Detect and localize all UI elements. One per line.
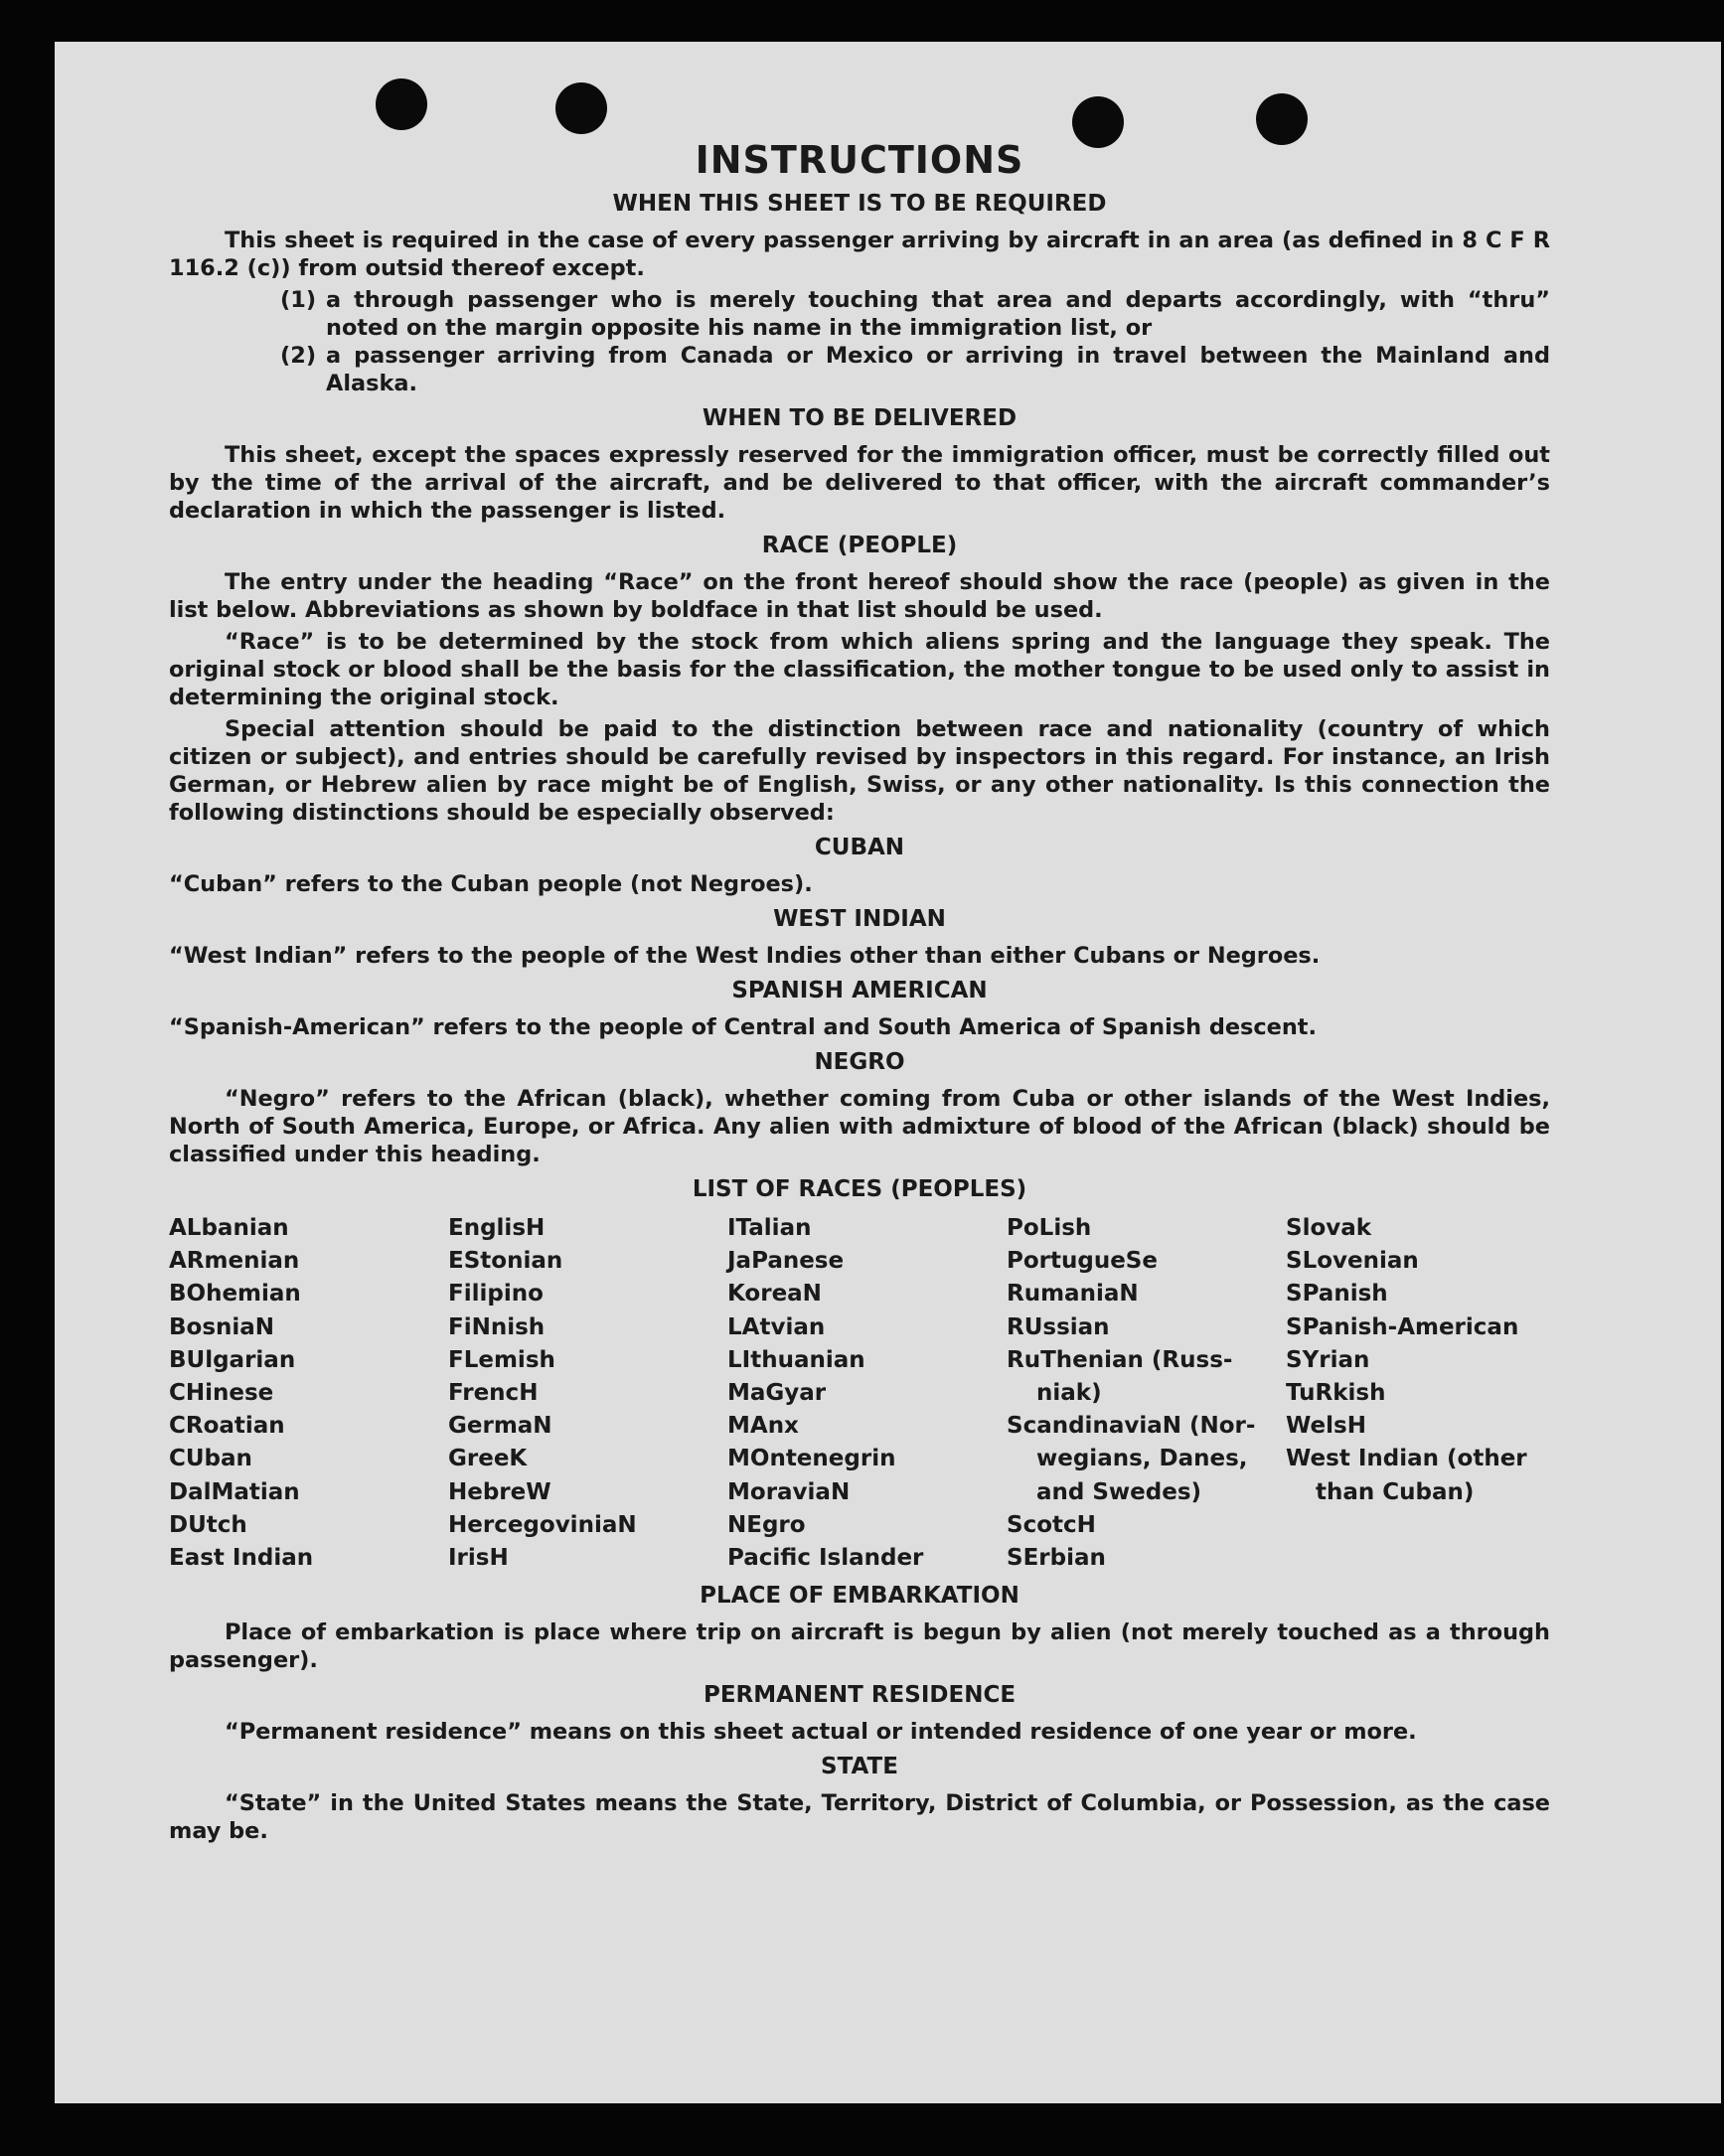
races-column-3 bbox=[727, 1212, 1007, 1575]
races-column-5 bbox=[1286, 1212, 1565, 1575]
race-entry: LAtvian bbox=[727, 1313, 826, 1340]
race-entry: LIthuanian bbox=[727, 1346, 865, 1373]
heading-west-indian: WEST INDIAN bbox=[773, 906, 946, 932]
race-entry: MaGyar bbox=[727, 1380, 827, 1407]
race-entry: TuRkish bbox=[1286, 1380, 1386, 1407]
race-entry-continued: niak) bbox=[1036, 1380, 1102, 1407]
punch-hole bbox=[376, 78, 427, 130]
race-entry: ARmenian bbox=[169, 1248, 300, 1275]
race-entry: BOhemian bbox=[169, 1281, 301, 1308]
heading-race: RACE (PEOPLE) bbox=[761, 533, 958, 558]
race-entry: GreeK bbox=[448, 1446, 528, 1472]
race-entry: BosniaN bbox=[169, 1313, 275, 1340]
heading-cuban: CUBAN bbox=[814, 835, 905, 860]
races-column-1 bbox=[169, 1212, 448, 1575]
page-title: INSTRUCTIONS bbox=[695, 138, 1024, 182]
race-entry: Pacific Islander bbox=[727, 1545, 924, 1572]
list-item bbox=[169, 342, 1550, 397]
race-entry: West Indian (other bbox=[1286, 1446, 1527, 1472]
race-entry: PortugueSe bbox=[1007, 1248, 1158, 1275]
item-text: a passenger arriving from Canada or Mexico or arriving in travel between the Mainland and Alaska. bbox=[326, 343, 1550, 396]
required-intro: This sheet is required in the case of every passenger arriving by aircraft in an area (as defined in 8 C F R 116.2 (c)) from outsid thereof except. bbox=[169, 228, 1550, 281]
race-entry: DUtch bbox=[169, 1511, 247, 1538]
race-entry: SPanish bbox=[1286, 1281, 1388, 1308]
race-entry: EStonian bbox=[448, 1248, 563, 1275]
item-number: (1) bbox=[280, 287, 317, 313]
race-entry: RUssian bbox=[1007, 1313, 1110, 1340]
item-number: (2) bbox=[280, 343, 317, 369]
race-entry: HercegoviniaN bbox=[448, 1511, 637, 1538]
race-paragraph-2: “Race” is to be determined by the stock from which aliens spring and the language they speak. The original stock or blood shall be the basis for the classification, the mother tongue to be used only to assist in determining the original stock. bbox=[169, 629, 1550, 710]
instructions-text bbox=[169, 137, 1550, 1849]
race-entry-continued: than Cuban) bbox=[1316, 1478, 1475, 1505]
race-entry: FiNnish bbox=[448, 1313, 546, 1340]
cuban-text: “Cuban” refers to the Cuban people (not Negroes). bbox=[169, 871, 813, 897]
race-entry: ScandinaviaN (Nor- bbox=[1007, 1413, 1256, 1440]
race-entry: East Indian bbox=[169, 1545, 314, 1572]
race-entry: CRoatian bbox=[169, 1413, 285, 1440]
heading-required: WHEN THIS SHEET IS TO BE REQUIRED bbox=[612, 191, 1107, 217]
race-entry: RuThenian (Russ- bbox=[1007, 1346, 1233, 1373]
item-text: a through passenger who is merely touching that area and departs accordingly, with “thru” noted on the margin opposite his name in the immigration list, or bbox=[326, 287, 1550, 341]
race-entry: JaPanese bbox=[727, 1248, 845, 1275]
west-indian-text: “West Indian” refers to the people of the West Indies other than either Cubans or Negroes. bbox=[169, 943, 1321, 969]
race-entry: DalMatian bbox=[169, 1478, 300, 1505]
race-entry-continued: and Swedes) bbox=[1036, 1478, 1202, 1505]
race-entry: ALbanian bbox=[169, 1215, 289, 1241]
race-entry: MOntenegrin bbox=[727, 1446, 896, 1472]
heading-delivered: WHEN TO BE DELIVERED bbox=[702, 405, 1018, 431]
race-paragraph-3: Special attention should be paid to the distinction between race and nationality (country of which citizen or subject), and entries should be carefully revised by inspectors in this regard. For instance, an Irish German, or Hebrew alien by race might be of English, Swiss, or any other nationality. Is this connection the following distinctions should be especially observed: bbox=[169, 716, 1550, 826]
state-text: “State” in the United States means the State, Territory, District of Columbia, or Possession, as the case may be. bbox=[169, 1790, 1550, 1845]
spanish-american-text: “Spanish-American” refers to the people of Central and South America of Spanish descent. bbox=[169, 1014, 1317, 1040]
race-entry-continued: wegians, Danes, bbox=[1036, 1446, 1248, 1472]
heading-embarkation: PLACE OF EMBARKATION bbox=[700, 1583, 1019, 1610]
negro-text: “Negro” refers to the African (black), whether coming from Cuba or other islands of the West Indies, North of South America, Europe, or Africa. Any alien with admixture of blood of the African (black) should be classified under this heading. bbox=[169, 1086, 1550, 1167]
heading-permanent-residence: PERMANENT RESIDENCE bbox=[703, 1682, 1017, 1709]
embarkation-text: Place of embarkation is place where trip on aircraft is begun by alien (not merely touched as a through passenger). bbox=[169, 1619, 1550, 1674]
race-entry: IrisH bbox=[448, 1545, 509, 1572]
race-entry: ScotcH bbox=[1007, 1511, 1096, 1538]
heading-spanish-american: SPANISH AMERICAN bbox=[731, 978, 988, 1003]
race-entry: WelsH bbox=[1286, 1413, 1366, 1440]
list-item bbox=[169, 286, 1550, 342]
race-entry: SYrian bbox=[1286, 1346, 1370, 1373]
race-entry: SPanish-American bbox=[1286, 1313, 1519, 1340]
race-entry: Filipino bbox=[448, 1281, 544, 1308]
race-entry: ITalian bbox=[727, 1215, 812, 1241]
races-column-2 bbox=[448, 1212, 727, 1575]
race-entry: FLemish bbox=[448, 1346, 555, 1373]
race-entry: KoreaN bbox=[727, 1281, 822, 1308]
race-entry: Slovak bbox=[1286, 1215, 1372, 1241]
delivered-text: This sheet, except the spaces expressly reserved for the immigration officer, must be correctly filled out by the time of the arrival of the aircraft, and be delivered to that officer, with the aircraft commander’s declaration in which the passenger is listed. bbox=[169, 442, 1550, 524]
race-entry: MAnx bbox=[727, 1413, 799, 1440]
punch-hole bbox=[555, 82, 607, 134]
race-entry: SErbian bbox=[1007, 1545, 1106, 1572]
races-column-4 bbox=[1007, 1212, 1286, 1575]
race-entry: HebreW bbox=[448, 1478, 551, 1505]
heading-state: STATE bbox=[821, 1754, 898, 1780]
race-entry: EnglisH bbox=[448, 1215, 546, 1241]
race-entry: CHinese bbox=[169, 1380, 274, 1407]
race-entry: PoLish bbox=[1007, 1215, 1092, 1241]
race-entry: GermaN bbox=[448, 1413, 552, 1440]
race-entry: FrencH bbox=[448, 1380, 539, 1407]
residence-text: “Permanent residence” means on this sheet actual or intended residence of one year or more. bbox=[225, 1719, 1417, 1746]
race-entry: RumaniaN bbox=[1007, 1281, 1139, 1308]
race-entry: SLovenian bbox=[1286, 1248, 1419, 1275]
heading-list-of-races: LIST OF RACES (PEOPLES) bbox=[692, 1176, 1027, 1202]
races-list bbox=[169, 1212, 1550, 1575]
race-entry: NEgro bbox=[727, 1511, 806, 1538]
heading-negro: NEGRO bbox=[814, 1049, 905, 1075]
race-entry: BUlgarian bbox=[169, 1346, 296, 1373]
race-entry: CUban bbox=[169, 1446, 252, 1472]
race-paragraph-1: The entry under the heading “Race” on the front hereof should show the race (people) as given in the list below. Abbreviations as shown by boldface in that list should be used. bbox=[169, 569, 1550, 623]
race-entry: MoraviaN bbox=[727, 1478, 851, 1505]
